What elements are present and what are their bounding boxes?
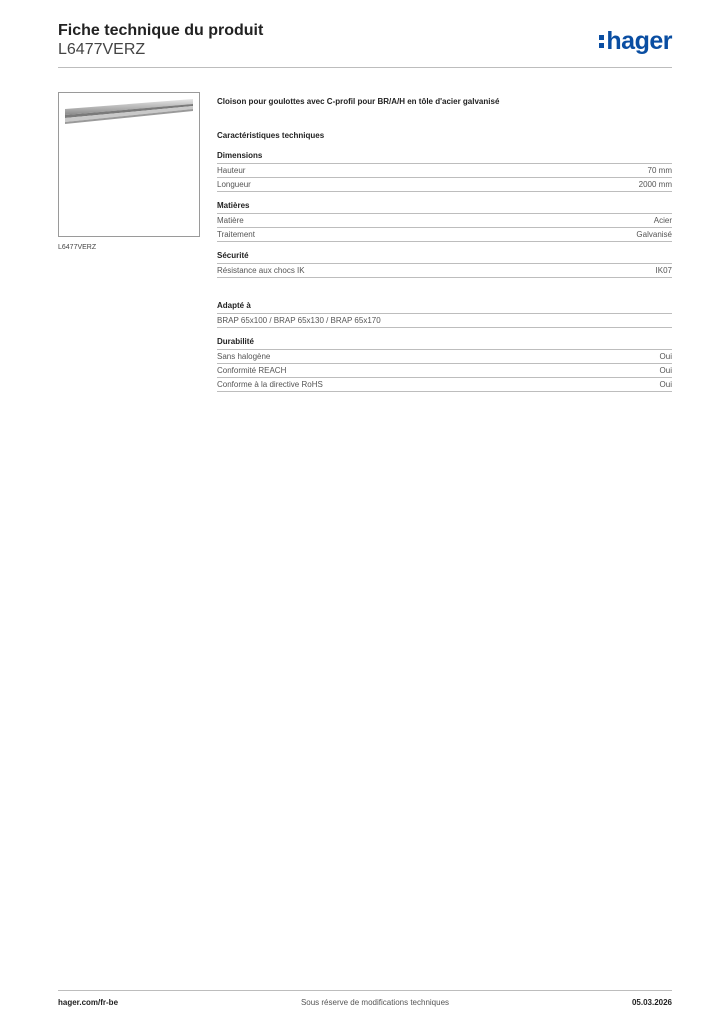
- section-title: Matières: [217, 200, 672, 214]
- spec-row: [217, 314, 672, 328]
- section-title: Durabilité: [217, 336, 672, 350]
- logo-text: hager: [606, 27, 672, 55]
- product-details: [217, 96, 672, 392]
- spec-value: Oui: [659, 380, 672, 389]
- spec-label: Conforme à la directive RoHS: [217, 380, 323, 389]
- spec-value: 2000 mm: [638, 180, 672, 189]
- section-matieres: [217, 200, 672, 242]
- spec-value: Oui: [659, 352, 672, 361]
- product-reference: L6477VERZ: [58, 41, 146, 58]
- rail-icon: [59, 93, 199, 236]
- section-durabilite: [217, 336, 672, 392]
- header-divider: [58, 67, 672, 68]
- hager-logo: [599, 28, 672, 54]
- footer-disclaimer: Sous réserve de modifications techniques: [300, 998, 450, 1007]
- spec-row: [217, 378, 672, 392]
- spec-label: Sans halogène: [217, 352, 271, 361]
- section-title: Sécurité: [217, 250, 672, 264]
- spec-row: [217, 364, 672, 378]
- section-adapte: [217, 300, 672, 328]
- image-caption: L6477VERZ: [58, 244, 97, 251]
- spec-row: [217, 264, 672, 278]
- product-image: [58, 92, 200, 237]
- page-header: [58, 22, 263, 60]
- product-description: Cloison pour goulottes avec C-profil pour BR/A/H en tôle d'acier galvanisé: [217, 97, 500, 106]
- section-title: Adapté à: [217, 300, 672, 314]
- spec-row: [217, 214, 672, 228]
- spec-label: Résistance aux chocs IK: [217, 266, 305, 275]
- section-securite: [217, 250, 672, 278]
- section-title: Dimensions: [217, 150, 672, 164]
- spec-value: Acier: [653, 216, 672, 225]
- spec-label: BRAP 65x100 / BRAP 65x130 / BRAP 65x170: [217, 316, 381, 325]
- spec-label: Matière: [217, 216, 244, 225]
- spec-value: 70 mm: [647, 166, 672, 175]
- spec-value: IK07: [655, 266, 672, 275]
- page-title: Fiche technique du produit: [58, 22, 264, 39]
- spec-row: [217, 164, 672, 178]
- specs-heading: Caractéristiques techniques: [217, 131, 325, 140]
- page-footer: [58, 998, 672, 1007]
- footer-website: hager.com/fr-be: [58, 998, 119, 1007]
- spec-row: [217, 228, 672, 242]
- spec-label: Conformité REACH: [217, 366, 287, 375]
- footer-divider: [58, 990, 672, 991]
- spec-label: Traitement: [217, 230, 255, 239]
- spec-value: Oui: [659, 366, 672, 375]
- spec-row: [217, 350, 672, 364]
- spec-row: [217, 178, 672, 192]
- spec-label: Longueur: [217, 180, 251, 189]
- spec-value: Galvanisé: [636, 230, 672, 239]
- section-dimensions: [217, 150, 672, 192]
- spec-label: Hauteur: [217, 166, 246, 175]
- footer-date: 05.03.2026: [631, 998, 672, 1007]
- logo-dots: [599, 35, 604, 48]
